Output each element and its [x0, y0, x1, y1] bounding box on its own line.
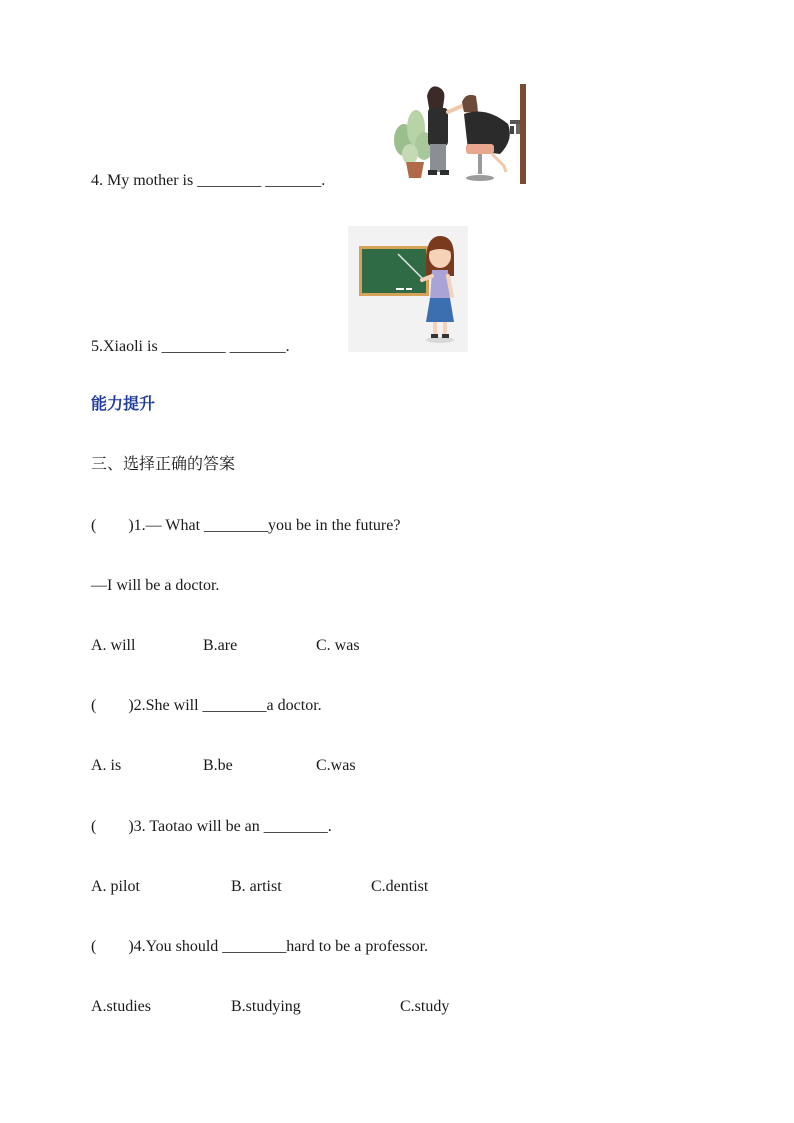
mc-4-option-a: A.studies	[91, 998, 151, 1015]
mc-4-option-c: C.study	[400, 998, 450, 1015]
mc-2-option-a: A. is	[91, 757, 122, 774]
mc-1-option-a: A. will	[91, 637, 136, 654]
mirror-stand	[510, 84, 526, 184]
mc-question-4: ( )4.You should ________hard to be a professor.	[91, 938, 429, 955]
question-5: 5.Xiaoli is ________ _______.	[91, 338, 290, 355]
mc-1-option-b: B.are	[203, 637, 238, 654]
mc-question-2: ( )2.She will ________a doctor.	[91, 697, 322, 714]
part-three-title: 三、选择正确的答案	[91, 454, 236, 473]
mc-3-option-a: A. pilot	[91, 878, 140, 895]
chalkboard	[359, 246, 429, 296]
mc-2-option-b: B.be	[203, 757, 233, 774]
mc-question-3: ( )3. Taotao will be an ________.	[91, 818, 332, 835]
plant-icon	[394, 110, 433, 178]
mc-question-1: ( )1.— What ________you be in the future?	[91, 517, 401, 534]
mc-3-option-b: B. artist	[231, 878, 282, 895]
question-4: 4. My mother is ________ _______.	[91, 172, 326, 189]
customer-figure	[462, 95, 510, 181]
teacher-illustration	[348, 226, 468, 352]
mc-2-option-c: C.was	[316, 757, 356, 774]
hairdresser-illustration	[390, 84, 530, 186]
mc-question-1-answer: —I will be a doctor.	[91, 577, 220, 594]
mc-1-option-c: C. was	[316, 637, 360, 654]
hairdresser-figure	[427, 86, 462, 175]
mc-4-option-b: B.studying	[231, 998, 301, 1015]
section-heading: 能力提升	[91, 394, 156, 413]
mc-3-option-c: C.dentist	[371, 878, 429, 895]
